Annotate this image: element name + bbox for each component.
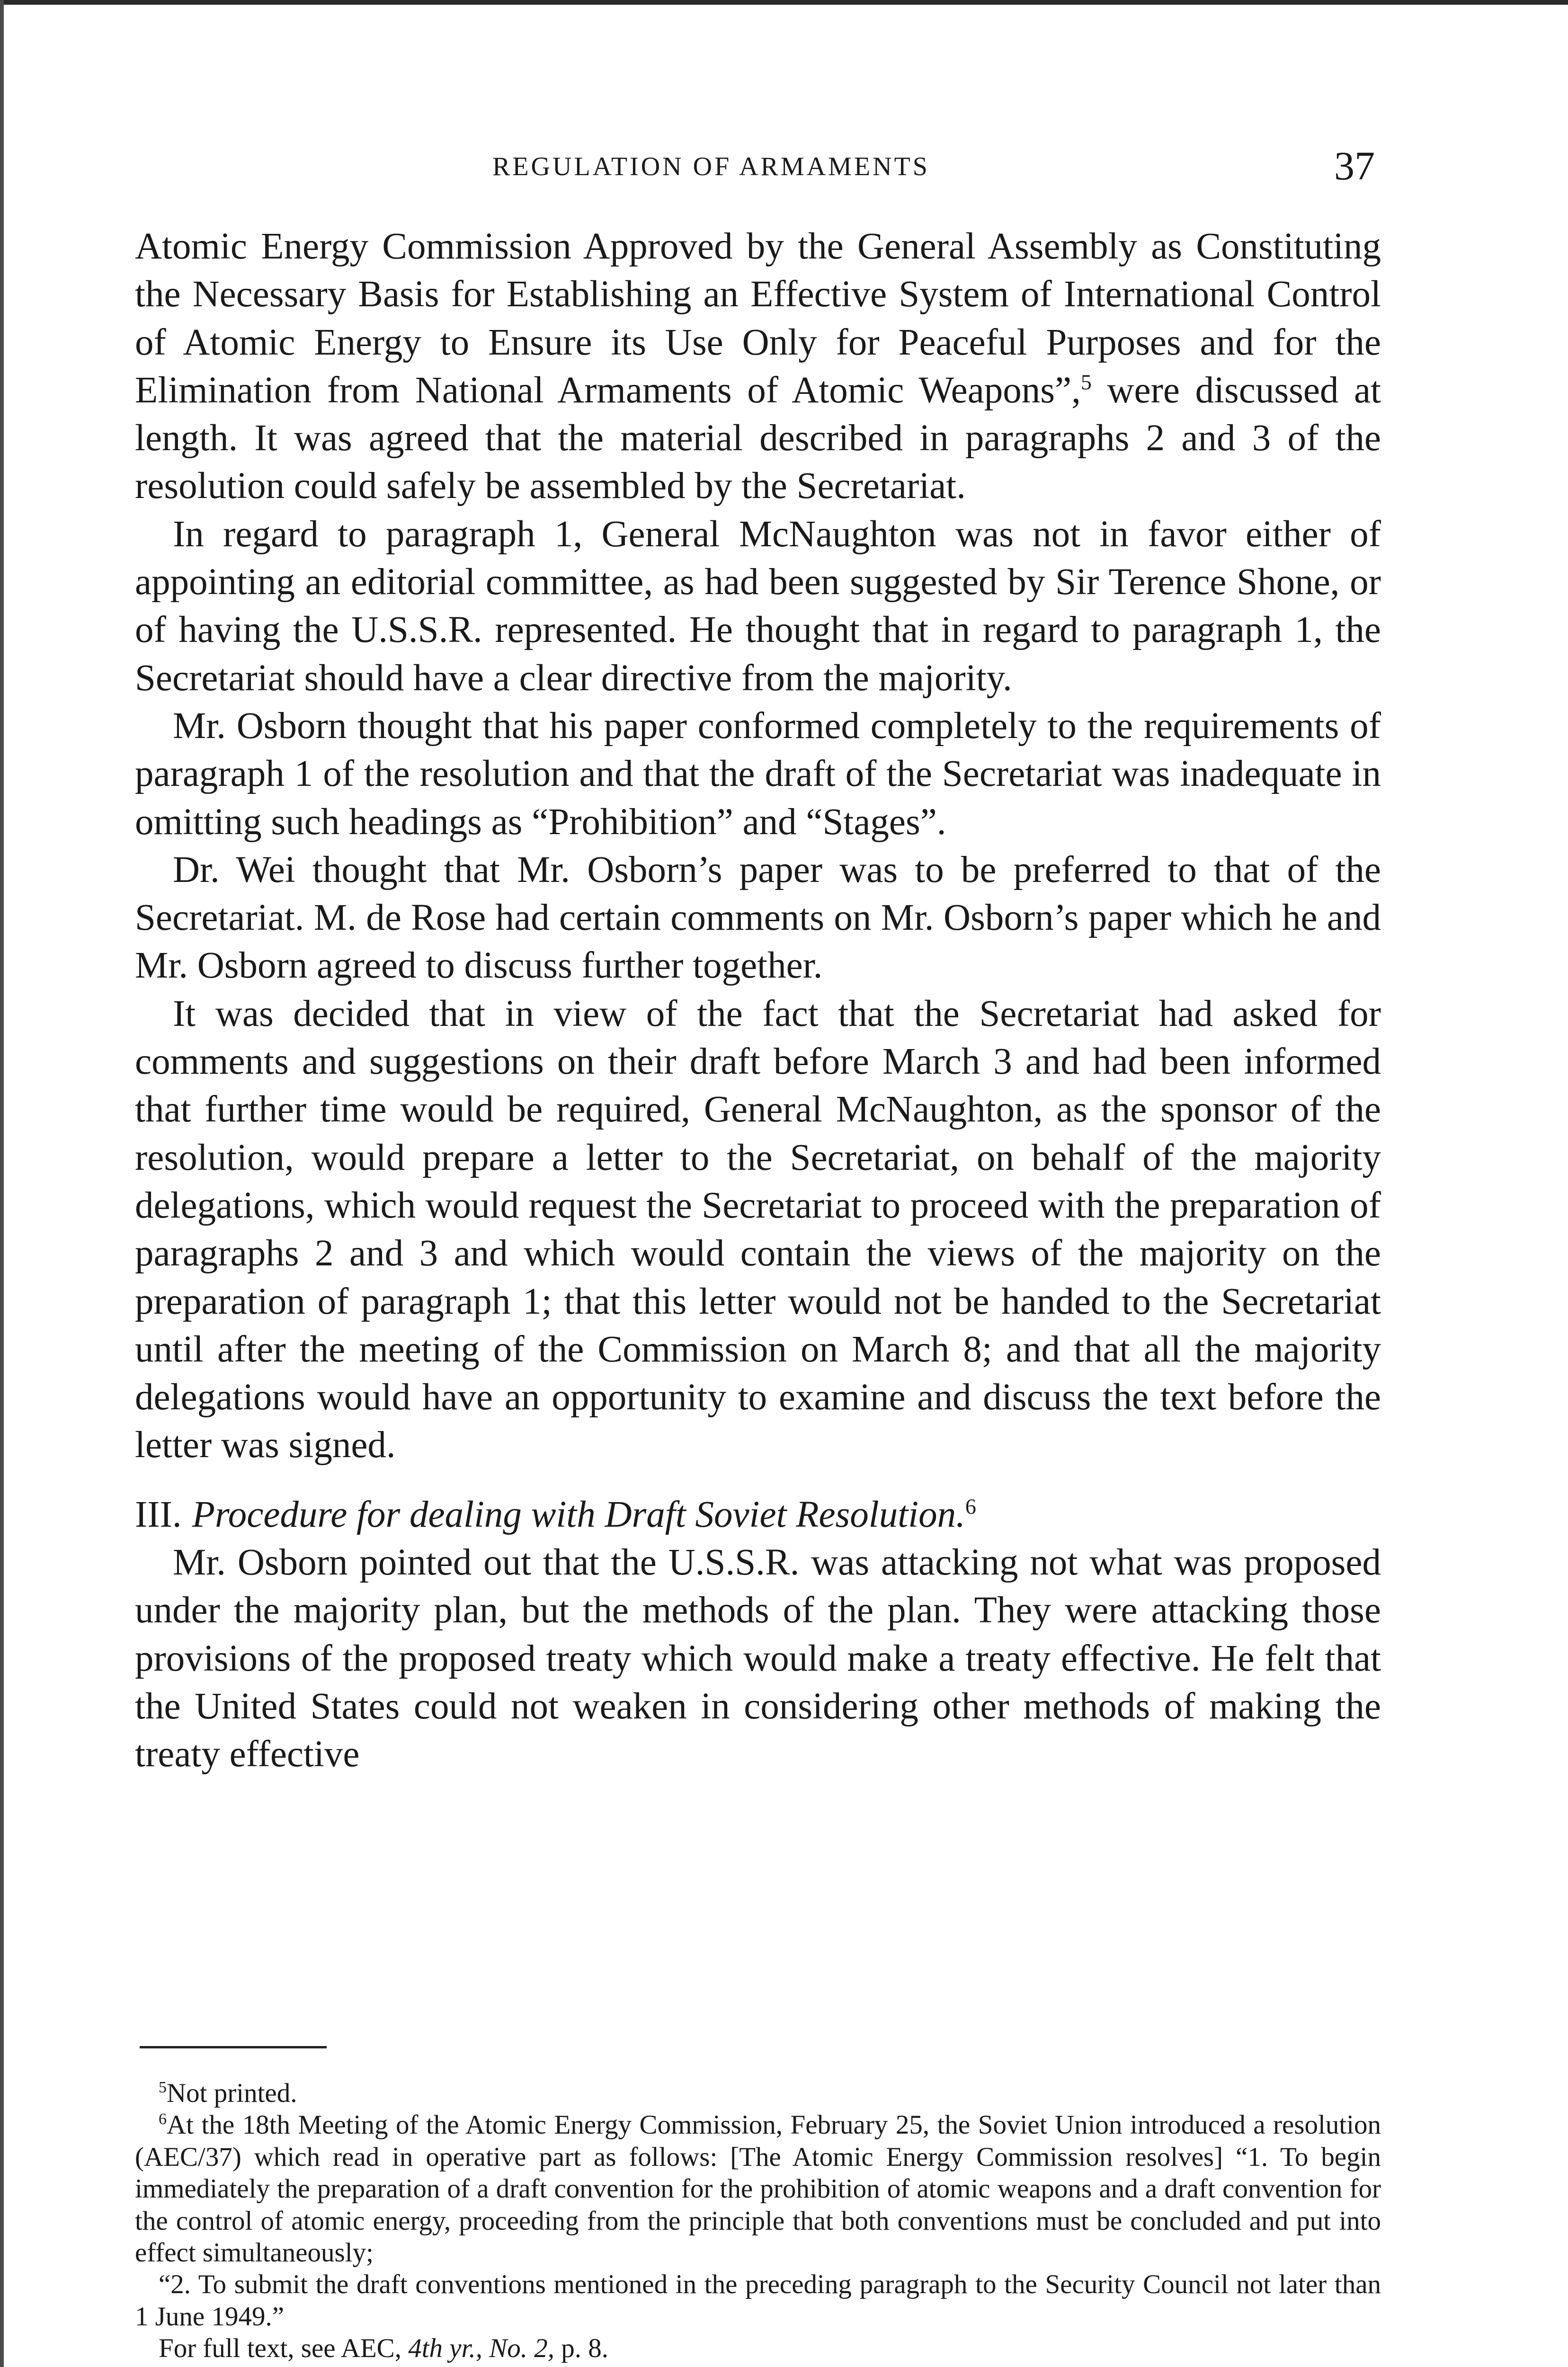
paragraph-text: Atomic Energy Commission Approved by the General Assembly as Constituting the Necessary Basis for Establishing an Effective System of International Control of Atomic Energy to Ensure its Use Only for Peaceful Purposes and for the Elimination from National Armaments of Atomic Weapons”, [135, 226, 1381, 411]
running-title: REGULATION OF ARMAMENTS [492, 152, 930, 181]
paragraph: In regard to paragraph 1, General McNaughton was not in favor either of appointing an editorial committee, as had been suggested by Sir Terence Shone, or of having the U.S.S.R. represented. He thought that in regard to paragraph 1, the Secretariat should have a clear directive from the majority. [135, 513, 1381, 699]
footnote-text: At the 18th Meeting of the Atomic Energy Commission, February 25, the Soviet Union introduced a resolution (AEC/37) which read in operative part as follows: [The Atomic Energy Commission resolves] “1. To begin immediately the preparation of a draft convention for the prohibition of atomic weapons and a draft convention for the control of atomic energy, proceeding from the principle that both conventions must be concluded and put into effect simultaneously; [135, 2110, 1381, 2268]
footnote-marker: 6 [159, 2110, 167, 2128]
footnote-reference-line [135, 2332, 1381, 2364]
footnote [135, 2109, 1381, 2269]
footnote-divider [140, 2046, 327, 2048]
paragraph: It was decided that in view of the fact that the Secretariat had asked for comments and suggestions on their draft before March 3 and had been informed that further time would be required, General McNaughton, as the sponsor of the resolution, would prepare a letter to the Secretariat, on behalf of the majority delegations, which would request the Secretariat to proceed with the preparation of paragraphs 2 and 3 and which would contain the views of the majority on the preparation of paragraph 1; that this letter would not be handed to the Secretariat until after the meeting of the Commission on March 8; and that all the majority delegations would have an opportunity to examine and discuss the text before the letter was signed. [135, 993, 1381, 1466]
paragraph: Mr. Osborn pointed out that the U.S.S.R. was attacking not what was proposed under the majority plan, but the methods of the plan. They were attacking those provisions of the proposed treaty which would make a treaty effective. He felt that the United States could not weaken in considering other methods of making the treaty effective [135, 1542, 1381, 1775]
paragraph-text: were discussed at length. It was agreed that the material described in paragraphs 2 and 3 of the resolution could safely be assembled by the Secretariat. [135, 369, 1381, 507]
page-top-border [0, 0, 1568, 5]
section-heading [135, 1491, 1381, 1539]
footnote-ref-suffix: p. 8. [554, 2333, 608, 2364]
body-text [135, 222, 1381, 1779]
footnote-reference: 6 [965, 1494, 976, 1519]
paragraph: Mr. Osborn thought that his paper conformed completely to the requirements of paragraph 1 of the resolution and that the draft of the Secretariat was inadequate in omitting such headings as “Prohibition” and “Stages”. [135, 705, 1381, 843]
footnote-marker: 5 [159, 2079, 167, 2096]
footnote-text: Not printed. [167, 2078, 297, 2108]
footnote-continuation: “2. To submit the draft conventions mentioned in the preceding paragraph to the Security Council not later than 1 June 1949.” [135, 2269, 1381, 2331]
section-title: Procedure for dealing with Draft Soviet Resolution. [192, 1494, 965, 1535]
page-left-edge [0, 0, 4, 2367]
footnote-ref-italic: 4th yr., No. 2, [408, 2333, 554, 2364]
footnote-ref-prefix: For full text, see AEC, [159, 2333, 409, 2364]
paragraph: Dr. Wei thought that Mr. Osborn’s paper was to be preferred to that of the Secretariat. M. de Rose had certain comments on Mr. Osborn’s paper which he and Mr. Osborn agreed to discuss further together. [135, 849, 1381, 987]
footnotes [135, 2077, 1381, 2365]
section-number: III. [135, 1494, 182, 1535]
paragraph-continuation [135, 222, 1381, 510]
footnote-reference: 5 [1080, 370, 1092, 394]
running-header [0, 142, 1568, 189]
page-number: 37 [1334, 143, 1375, 188]
footnote [135, 2077, 1381, 2109]
